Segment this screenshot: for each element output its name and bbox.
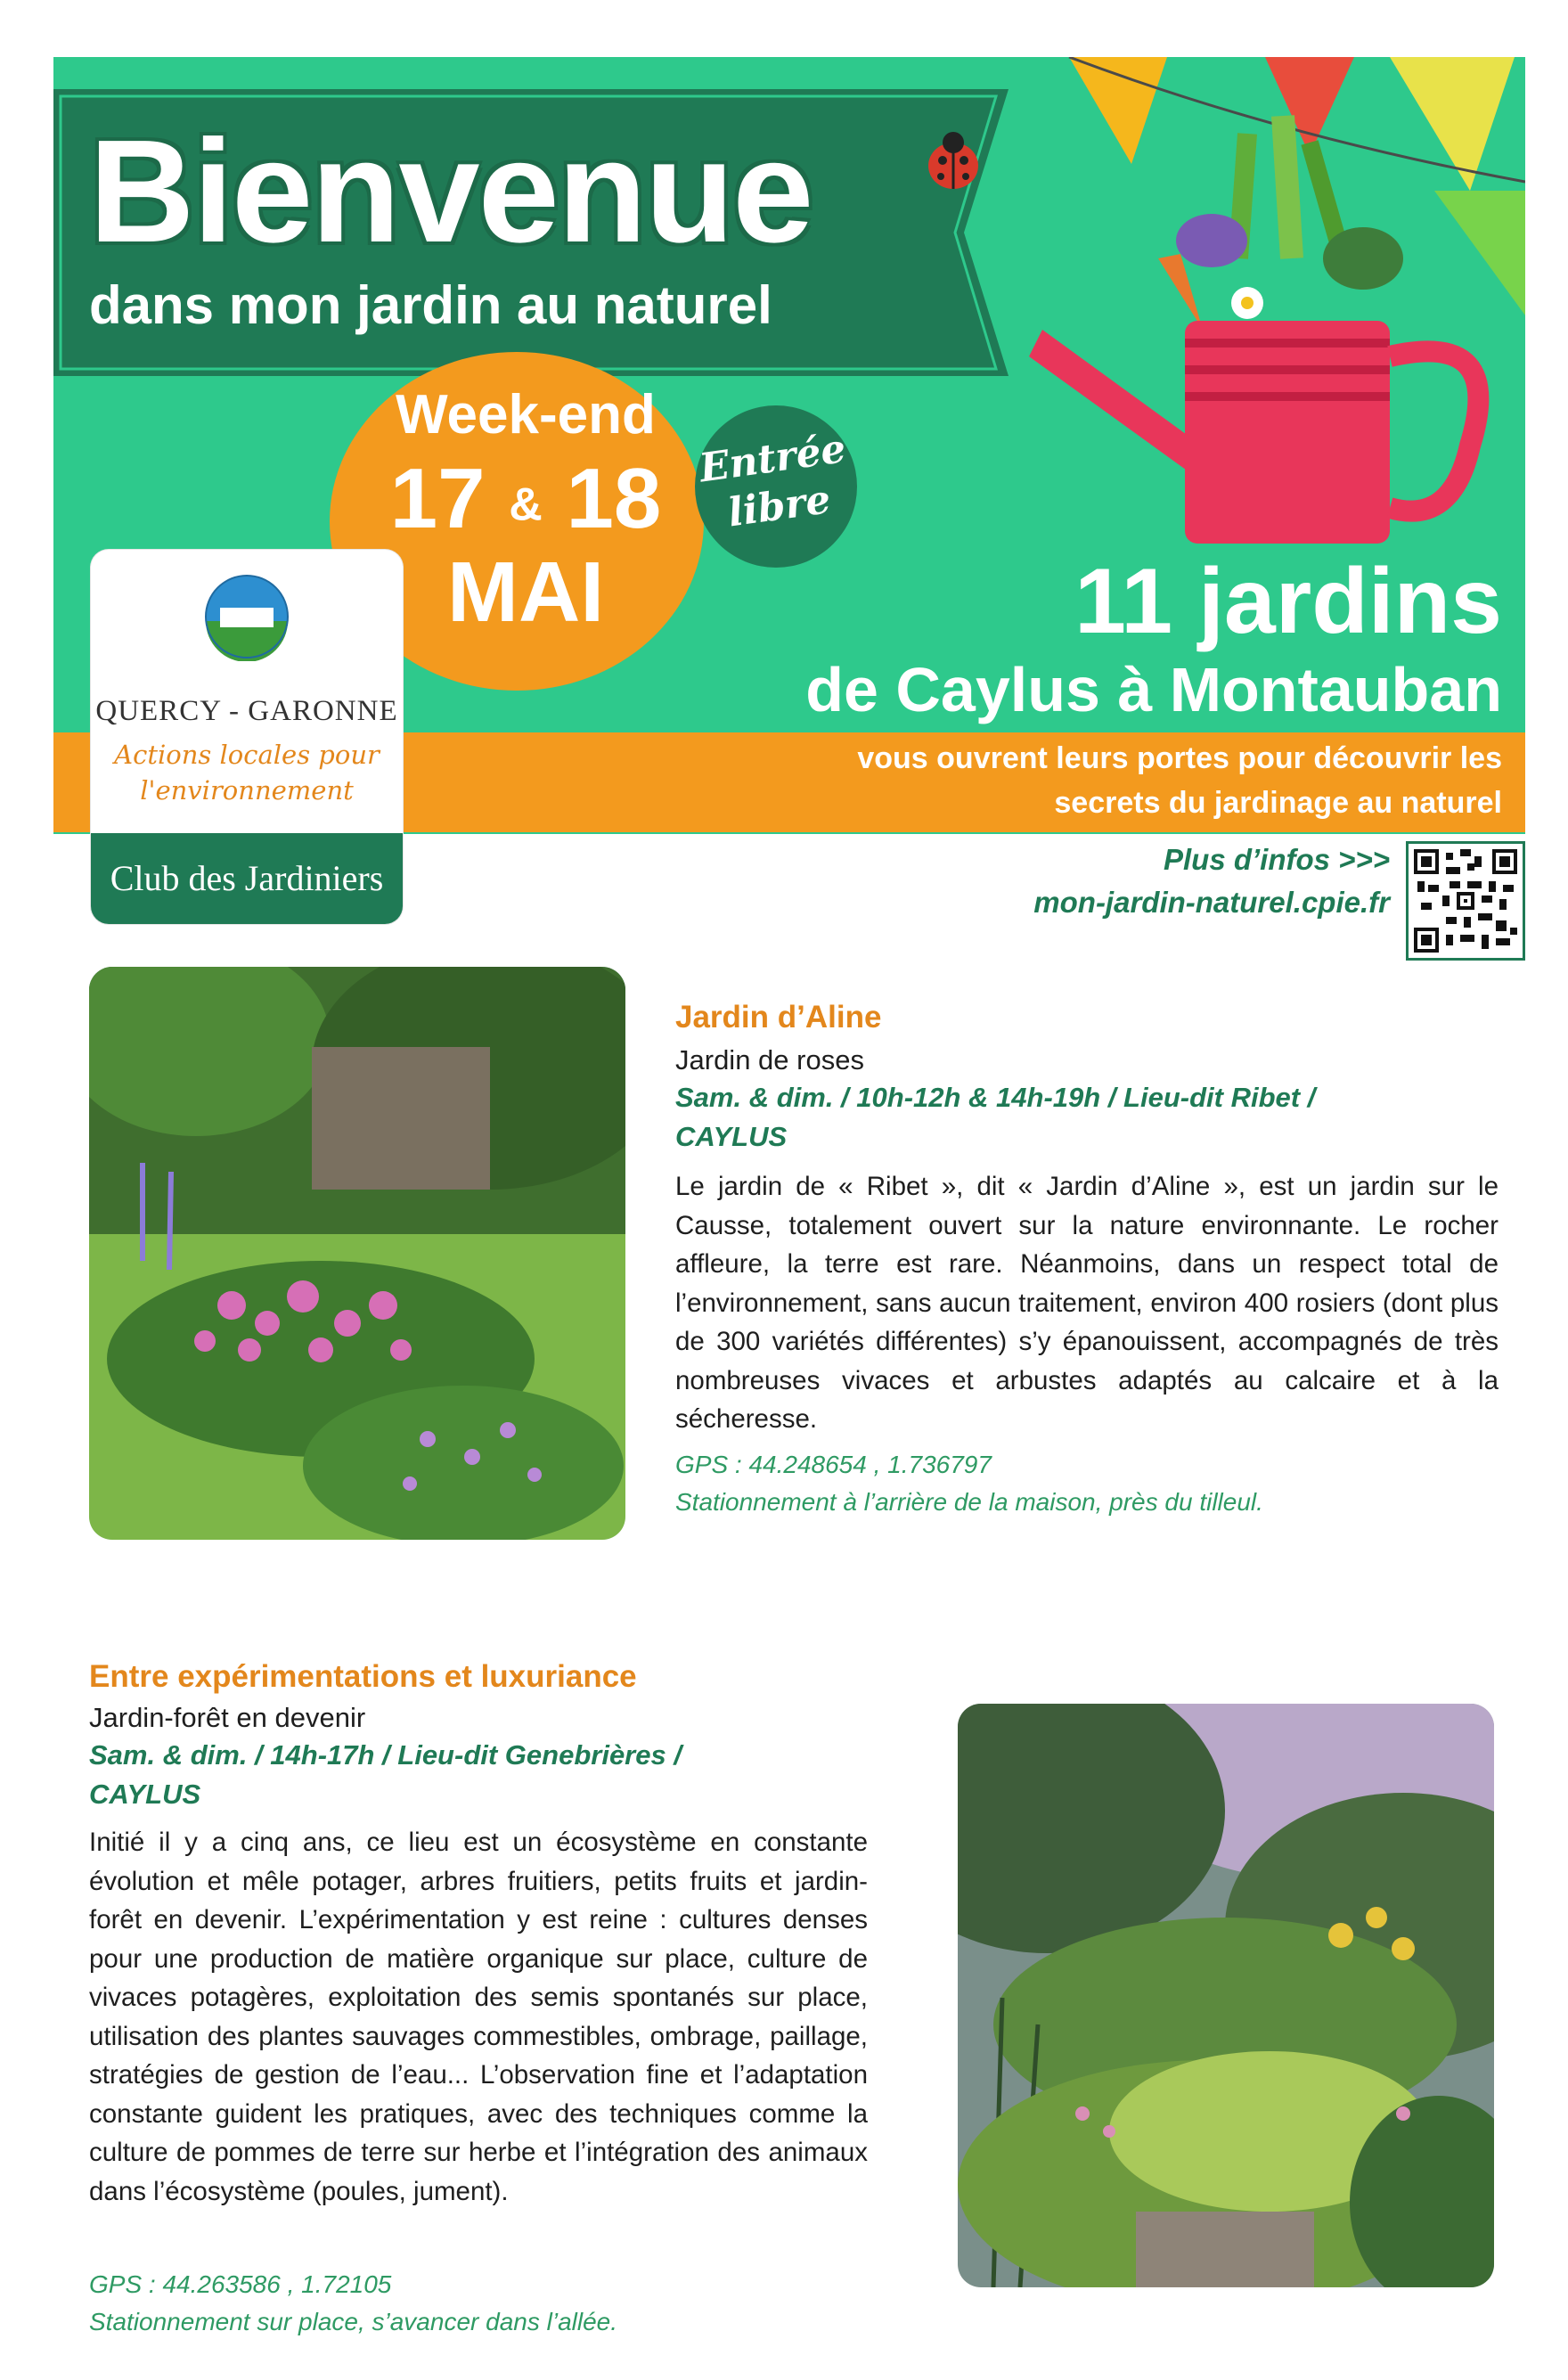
garden-1-schedule-line-2: CAYLUS — [675, 1121, 788, 1152]
event-month: MAI — [447, 544, 604, 640]
event-day-2: 18 — [566, 451, 662, 546]
cpie-logo-card — [91, 550, 403, 924]
gardens-route: de Caylus à Montauban — [805, 655, 1502, 724]
garden-2-schedule — [89, 1736, 891, 1814]
logo-tagline — [91, 737, 403, 808]
more-info-label: Plus d’infos >>> — [1164, 843, 1390, 876]
title-banner — [53, 89, 1009, 376]
garden-2-title: Entre expérimentations et luxuriance — [89, 1659, 637, 1694]
garden-2-photo — [958, 1704, 1494, 2287]
band-text — [624, 736, 1502, 825]
logo-club: Club des Jardiniers — [91, 833, 403, 924]
garden-2-schedule-line-1: Sam. & dim. / 14h-17h / Lieu-dit Genebrières / — [89, 1739, 682, 1771]
watering-can-illustration — [1025, 62, 1523, 561]
garden-2-subtitle: Jardin-forêt en devenir — [89, 1702, 366, 1733]
garden-1-schedule — [675, 1078, 1513, 1157]
band-line-1: vous ouvrent leurs portes pour découvrir les — [857, 741, 1502, 775]
gardens-count: 11 jardins — [1074, 550, 1502, 653]
cpie-logo-icon — [202, 572, 291, 661]
garden-1-schedule-line-1: Sam. & dim. / 10h-12h & 14h-19h / Lieu-dit Ribet / — [675, 1082, 1316, 1113]
garden-1-parking: Stationnement à l’arrière de la maison, près du tilleul. — [675, 1488, 1263, 1516]
garden-1-photo-image — [89, 967, 625, 1540]
event-label: Week-end — [396, 384, 656, 446]
entry-line-1: Entrée — [696, 426, 849, 492]
garden-2-photo-image — [958, 1704, 1494, 2287]
logo-tagline-line-1: Actions locales pour — [114, 740, 380, 770]
event-days — [374, 451, 677, 550]
band-line-2: secrets du jardinage au naturel — [1054, 786, 1502, 820]
garden-1-subtitle: Jardin de roses — [675, 1044, 864, 1075]
garden-1-photo — [89, 967, 625, 1540]
more-info-link[interactable]: mon-jardin-naturel.cpie.fr — [1033, 886, 1390, 919]
page-subtitle: dans mon jardin au naturel — [89, 275, 772, 335]
garden-2-gps: GPS : 44.263586 , 1.72105 — [89, 2270, 392, 2298]
page-title: Bienvenue — [89, 110, 813, 273]
garden-2-schedule-line-2: CAYLUS — [89, 1779, 201, 1810]
garden-2-parking: Stationnement sur place, s’avancer dans l’allée. — [89, 2308, 618, 2335]
garden-1-gps: GPS : 44.248654 , 1.736797 — [675, 1451, 992, 1478]
qr-code-icon[interactable] — [1406, 841, 1525, 961]
garden-1-title: Jardin d’Aline — [675, 1000, 882, 1035]
garden-1-description: Le jardin de « Ribet », dit « Jardin d’Aline », est un jardin sur le Causse, totalement ouvert sur la nature environnante. Le rocher affleure, la terre est rare. Néanmoins, dans un respect total de l’environnement, sans aucun traitement, environ 400 rosiers (dont plus de 300 variétés différentes) s’y épanouissent, accompagnés de très nombreuses vivaces et arbustes adaptés au calcaire et à la sécheresse. — [675, 1172, 1499, 1434]
garden-2-description: Initié il y a cinq ans, ce lieu est un écosystème en constante évolution et mêle potager, arbres fruitiers, petits fruits et jardin-forêt en devenir. L’expérimentation y est reine : cultures denses pour une production de matière organique sur place, culture de vivaces potagères, exploitation des semis spontanés sur place, utilisation des plantes sauvages commestibles, ombrage, paillage, stratégies de gestion de l’eau... L’observation fine et l’adaptation constante guident les pratiques, avec des techniques comme la culture de pommes de terre sur herbe et l’intégration des animaux dans l’écosystème (poules, jument). — [89, 1828, 868, 2206]
event-day-1: 17 — [389, 451, 486, 546]
event-amp: & — [509, 478, 543, 531]
logo-region: QUERCY - GARONNE — [95, 695, 398, 727]
logo-tagline-line-2: l'environnement — [140, 775, 354, 806]
entry-line-2: libre — [725, 476, 834, 536]
ladybug-icon — [918, 125, 989, 196]
qr-code-pattern — [1414, 849, 1517, 953]
